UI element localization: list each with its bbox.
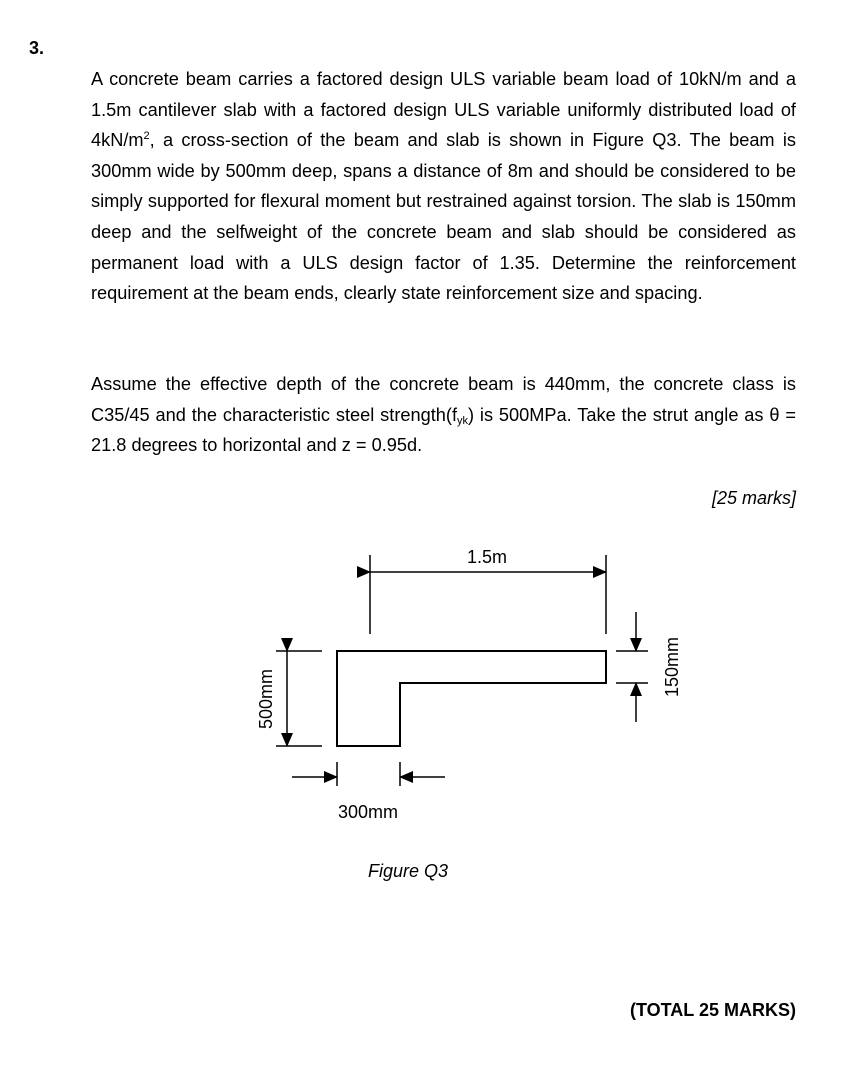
figure-caption: Figure Q3 [368, 861, 449, 881]
paragraph-2-text-a: Assume the effective depth of the concrete beam is 440mm, the concrete class is C35/45 and the characteristic steel strength(f [91, 374, 796, 425]
paragraph-1-text-a: A concrete beam carries a factored design ULS variable beam load of 10kN/m and a 1.5m cantilever slab with a factored design ULS variable uniformly distributed load of 4kN/m [91, 69, 796, 151]
slab-depth-label: 150mm [662, 636, 682, 698]
marks-label: [25 marks] [711, 488, 796, 508]
beam-slab-cross-section [337, 651, 606, 746]
yk-subscript: yk [457, 414, 468, 427]
paragraph-1-text-b: , a cross-section of the beam and slab is shown in Figure Q3. The beam is 300mm wide by 500mm deep, spans a distance of 8m and should be considered to be simply supported for flexural moment but restrained against torsion. The slab is 150mm deep and the selfweight of the concrete beam and slab should be considered as permanent load with a ULS design factor of 1.35. Determine the reinforcement requirement at the beam ends, clearly state reinforcement size and spacing. [91, 130, 796, 304]
beam-width-label: 300mm [337, 802, 399, 822]
cantilever-length-label: 1.5m [466, 547, 508, 567]
total-marks: (TOTAL 25 MARKS) [629, 1000, 796, 1020]
beam-depth-label: 500mm [256, 668, 276, 730]
squared-superscript: 2 [143, 130, 150, 143]
paragraph-2-text-b: ) is 500MPa. Take the strut angle as θ = 21.8 degrees to horizontal and z = 0.95d. [91, 404, 796, 456]
question-number: 3. [29, 38, 45, 58]
